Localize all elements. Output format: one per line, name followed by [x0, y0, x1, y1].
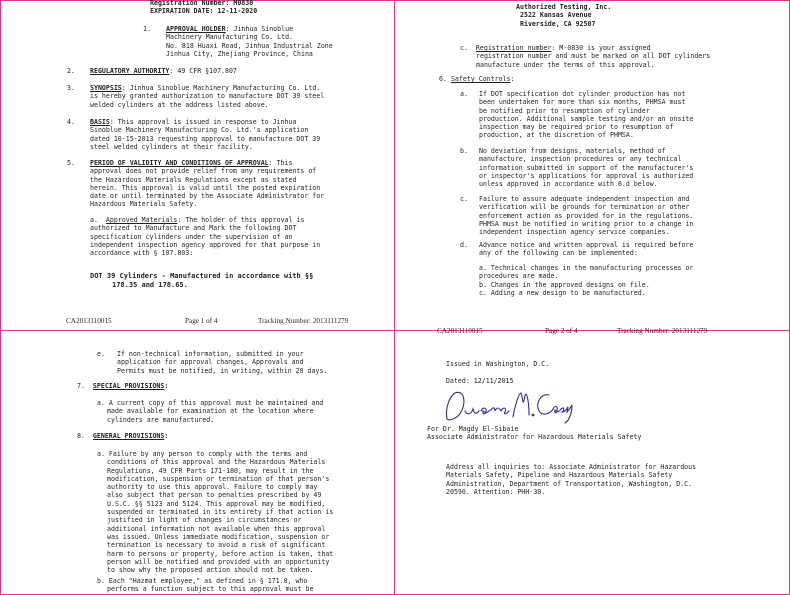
text-line: enforcement action as provided for in the regulations.	[479, 211, 694, 220]
text-line: No. 818 Huaxi Road, Jinhua Industrial Zone	[166, 41, 333, 50]
text-colon: :	[164, 432, 169, 440]
text-line: unless approved in accordance with 6.d below.	[479, 180, 658, 189]
item-prefix: b.	[460, 147, 468, 155]
text-line: the Hazardous Materials Regulations except as stated	[90, 175, 297, 184]
section-number: 3.	[67, 84, 75, 92]
text-line: Address all inquiries to: Associate Administrator for Hazardous	[446, 463, 697, 471]
footer-tracking-number: Tracking Number: 2013111279	[617, 327, 708, 335]
text-line: : This	[268, 159, 293, 167]
signatory-title: Associate Administrator for Hazardous Materials Safety	[427, 433, 642, 442]
text-line: is hereby granted authorization to manufacture DOT 39 steel	[90, 92, 325, 101]
issued-date: Dated: 12/11/2015	[446, 377, 514, 385]
general-provision-a	[97, 450, 333, 574]
list-item: b. Changes in the approved designs on file.	[479, 280, 650, 289]
text-line: Administration, Department of Transportation, Washington, D.C.	[446, 479, 693, 488]
text-line: Failure to assure adequate independent inspection and	[479, 195, 690, 203]
list-item: procedures are made.	[479, 272, 559, 281]
item-prefix: e.	[97, 350, 105, 358]
text-line: authorized to Manufacture and Mark the following DOT	[90, 224, 297, 233]
text-line: No deviation from designs, materials, method of	[479, 147, 666, 155]
text-line: Machinery Manufacturing Co. Ltd.	[166, 33, 294, 42]
company-city: Riverside, CA 92507	[520, 19, 596, 28]
text-line: U.S.C. §§ 5123 and 5124. This approval may be modified,	[107, 499, 326, 508]
section-label: REGULATORY AUTHORITY	[90, 67, 170, 75]
text-line: Materials Safety, Pipeline and Hazardous Materials Safety	[446, 471, 673, 480]
company-name: Authorized Testing, Inc.	[516, 3, 612, 11]
signatory-name: For Dr. Magdy El-Sibaie	[427, 425, 519, 433]
footer-application-number: CA2013110015	[437, 327, 483, 335]
text-line: dated 10-15-2013 requesting approval to manufacture DOT 39	[90, 134, 321, 143]
text-line: person will be notified and provided with an opportunity	[107, 557, 330, 566]
text-line: production. Additional sample testing and/or an onsite	[479, 114, 694, 123]
section-label: APPROVAL HOLDER	[166, 25, 226, 33]
text-line: : This approval is issued in response to Jinhua	[109, 118, 297, 126]
text-line: : Jinhua Sinoblue	[225, 25, 294, 33]
section-number: 4.	[67, 118, 75, 126]
list-item: c. Adding a new design to be manufactured.	[479, 288, 646, 297]
text-line: be notified prior to resumption of cylinder	[479, 106, 650, 115]
section-number: 7.	[77, 382, 85, 390]
text-line: performs a function subject to this approval must be	[107, 585, 314, 594]
footer-application-number: CA2013110015	[66, 317, 112, 325]
text-line: welded cylinders at the address listed above.	[90, 100, 269, 109]
text-line: Sinoblue Machinery Manufacturing Co. Ltd.'s application	[90, 126, 309, 135]
subsection-label: Approved Materials	[105, 216, 178, 224]
subsection-registration-number	[460, 44, 710, 69]
text-line: additional information not available when this approval	[107, 524, 326, 533]
text-line: production, at the discretion of PHMSA.	[479, 131, 634, 140]
section-label: SYNOPSIS	[90, 84, 122, 92]
text-line: termination is necessary to avoid a risk of significant	[107, 541, 326, 550]
text-line: made available for examination at the location where	[107, 407, 314, 416]
dot39-cylinders	[90, 272, 313, 290]
section-number: 8.	[77, 432, 85, 440]
text-line: DOT 39 Cylinders - Manufactured in accordance with §§	[90, 272, 314, 280]
text-line: approval does not provide relief from any requirements of	[90, 167, 317, 176]
section-number: 2.	[67, 67, 75, 75]
section-label: GENERAL PROVISIONS	[92, 432, 165, 440]
text-line: been undertaken for more than six months, PHMSA must	[479, 98, 686, 107]
section-number: 6.	[439, 75, 447, 83]
section-number: 1.	[143, 25, 151, 33]
text-line: Regulations, 49 CFR Parts 171-180, may result in the	[107, 466, 314, 475]
text-line: a. Failure by any person to comply with the terms and	[97, 450, 308, 458]
text-line: justified in light of changes in circumstances or	[107, 516, 302, 525]
text-line: independent inspection agency approved for that purpose in	[90, 240, 321, 249]
text-line: manufacture, inspection procedures or any technical	[479, 155, 682, 164]
subsection-prefix: a.	[90, 216, 98, 224]
text-line: 178.35 and 178.65.	[112, 281, 188, 289]
text-line: : Jinhua Sinoblue Machinery Manufacturing Co. Ltd.	[121, 84, 321, 92]
text-line: If DOT specification dot cylinder production has not	[479, 90, 686, 98]
text-line: a. A current copy of this approval must be maintained and	[97, 399, 324, 407]
text-line: harm to persons or property, before action is taken, that	[107, 549, 334, 558]
registration-number-header: Registration Number: M0830	[150, 0, 254, 7]
footer-tracking-number: Tracking Number: 2013111279	[258, 317, 349, 325]
section-label: PERIOD OF VALIDITY AND CONDITIONS OF APPROVAL	[90, 159, 269, 167]
text-line: suspended or terminated in its entirety if that action is	[107, 508, 334, 517]
page-1	[0, 0, 394, 330]
company-street: 2522 Kansas Avenue	[520, 11, 592, 20]
text-line: cylinders are manufactured.	[107, 415, 215, 424]
page-4	[395, 331, 790, 595]
text-line: information submitted in support of the manufacturer's	[479, 163, 694, 172]
text-line: registration number and must be marked on all DOT cylinders	[476, 52, 711, 61]
text-line: to show why the proposed action should not be taken.	[107, 566, 314, 575]
company-address	[516, 3, 611, 28]
special-provision-a	[97, 399, 323, 424]
page-2	[395, 0, 790, 335]
safety-control-d-items	[479, 264, 693, 297]
text-colon: :	[510, 75, 515, 83]
text-line: was issued. Unless immediate modification, suspension or	[107, 532, 330, 541]
footer-page-number: Page 1 of 4	[185, 317, 218, 325]
text-line: any of the following can be implemented:	[479, 249, 638, 258]
text-line: steel welded cylinders at their facility.	[90, 142, 253, 151]
text-line: If non-technical information, submitted in your	[117, 350, 304, 358]
page-3	[0, 331, 394, 595]
section-label: BASIS	[90, 118, 110, 126]
section-label: Safety Controls	[450, 75, 511, 83]
text-line: herein. This approval is valid until the posted expiration	[90, 183, 321, 192]
section-safety-controls	[439, 75, 514, 83]
item-prefix: d.	[460, 241, 468, 249]
footer-page-number: Page 2 of 4	[545, 327, 578, 335]
subsection-approved-materials	[90, 216, 320, 257]
signature-image	[441, 385, 581, 425]
section-general-provisions	[77, 432, 168, 440]
subsection-label: Registration number	[475, 44, 552, 52]
text-line: b. Each "Hazmat employee," as defined in § 171.8, who	[97, 577, 308, 585]
text-line: date or until terminated by the Associate Administrator for	[90, 192, 325, 201]
text-line: application for approval changes, Approvals and	[117, 358, 304, 367]
issued-location: Issued in Washington, D.C.	[446, 360, 550, 368]
text-line: specification cylinders under the supervision of an	[90, 232, 293, 241]
text-line: 20590. Attention: PHH-30.	[446, 487, 546, 496]
text-line: independent inspection agency service companies.	[479, 228, 670, 237]
text-line: or inspector's applications for approval is authorized	[479, 171, 694, 180]
item-prefix: c.	[460, 195, 468, 203]
item-prefix: a.	[460, 90, 468, 98]
text-line: inspection may be required prior to resumption of	[479, 123, 674, 132]
general-provision-b	[97, 577, 313, 594]
text-line: modification, suspension or termination of that person's	[107, 474, 330, 483]
text-line: accordance with § 107.803:	[90, 249, 194, 258]
expiration-date-header: EXPIRATION DATE: 12-11-2020	[150, 7, 258, 15]
text-line: Advance notice and written approval is required before	[479, 241, 694, 249]
text-line: manufacture under the terms of this approval.	[476, 60, 655, 69]
text-colon: :	[164, 382, 169, 390]
text-line: : M-0830 is your assigned	[551, 44, 651, 52]
section-label: SPECIAL PROVISIONS	[92, 382, 165, 390]
subsection-prefix: c.	[460, 44, 468, 52]
section-number: 5.	[67, 159, 75, 167]
text-line: : The holder of this approval is	[177, 216, 305, 224]
section-special-provisions	[77, 382, 168, 390]
text-line: authority to use this approval. Failure to comply may	[107, 483, 318, 492]
text-line: also subject that person to penalties prescribed by 49	[107, 491, 322, 500]
signatory-block	[427, 425, 641, 442]
text-line: Permits must be notified, in writing, within 20 days.	[117, 366, 328, 375]
text-line: : 49 CFR §107.807	[169, 67, 237, 75]
text-line: verification will be grounds for termination or other	[479, 203, 690, 212]
text-line: PHMSA must be notified in writing prior to a change in	[479, 219, 694, 228]
text-line: Jinhua City, Zhejiang Province, China	[166, 49, 313, 58]
list-item: a. Technical changes in the manufacturing processes or	[479, 264, 694, 272]
text-line: Hazardous Materials Safety.	[90, 200, 198, 209]
inquiries-address	[446, 463, 696, 496]
text-line: conditions of this approval and the Hazardous Materials	[107, 458, 326, 467]
